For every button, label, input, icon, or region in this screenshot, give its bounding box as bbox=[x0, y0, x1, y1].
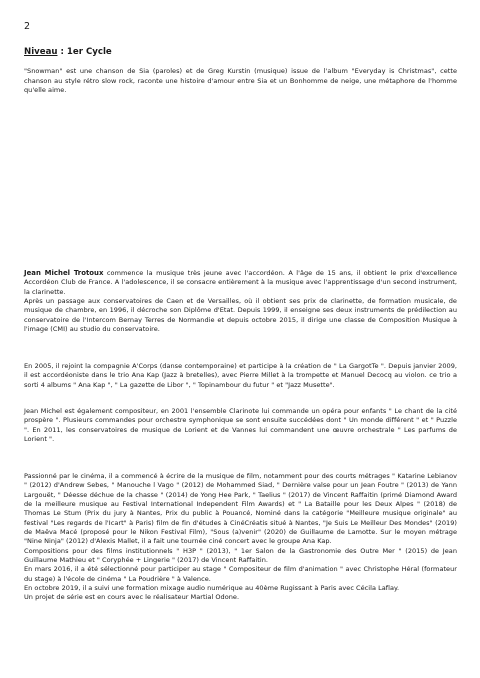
biography-p1-line2: Après un passage aux conservatoires de Caen et de Versailles, où il obtient ses prix de clarinette, de formation musicale, de musique de chambre, en 1996, il décroche son Diplôme d'Etat. Depuis 1999, il enseigne ses deux instruments de prédilection au conservatoire de l'Intercom Bernay Terres de Normandie et depuis octobre 2015, il dirige une classe de Composition Musique à l'image (CMI) au studio du conservatoire. bbox=[24, 297, 457, 334]
biography-p4-films: Passionné par le cinéma, il a commencé à écrire de la musique de film, notamment pour des courts métrages " Katarine Lebianov " (2012) d'Andrew Sebes, " Manouche l Vago " (2012) de Mohammed Siad, " Dernière valse pour un Jean Foutre " (2013) de Yann Largouët, " Déesse déchue de la chasse " (2014) de Yong Hee Park, " Taelius " (2017) de Vincent Raffaitin (primé Diamond Award de la meilleure musique au Festival International Independent Film Awards) et " La Bataille pour les Deux Alpes " (2018) de Thomas Le Stum (Prix du jury à Nantes, Prix du public à Pouancé, Nominé dans la catégorie "Meilleure musique originale" au festival "Les regards de l'Icart" à Paris) film de fin d'études à CinéCréatis situé à Nantes, "Je Suis Le Meilleur Des Mondes" (2019) de Maëva Macé (proposé pour le Nikon Festival Film), "Sous (a)venir" (2020) de Guillaume de Lamotte. Sur le moyen métrage "Nine Ninja" (2012) d'Alexis Mallet, il a fait une tournée ciné concert avec le groupe Ana Kap. bbox=[24, 472, 457, 546]
biography-p4-institutional: Compositions pour des films institutionnels " H3P " (2013), " 1er Salon de la Gastronomie des Outre Mer " (2015) de Jean Guillaume Mathieu et " Coryphée + Lingerie " (2017) de Vincent Raffaitin. bbox=[24, 546, 457, 565]
page-number: 2 bbox=[24, 21, 31, 32]
level-heading bbox=[24, 47, 112, 57]
intro-paragraph: "Snowman" est une chanson de Sia (paroles) et de Greg Kurstin (musique) issue de l'album "Everyday is Christmas", cette chanson au style rétro slow rock, raconte une histoire d'amour entre Sia et un Bonhomme de neige, une métaphore de l'homme qu'elle aime. bbox=[24, 67, 457, 95]
composer-name: Jean Michel Trotoux bbox=[24, 269, 104, 277]
biography-paragraph-2: En 2005, il rejoint la compagnie A'Corps (danse contemporaine) et participe à la création de " La GargotTe ". Depuis janvier 2009, il est accordéoniste dans le trio Ana Kap (Jazz à bretelles), avec Pierre Millet à la trompette et Manuel Decocq au violon. ce trio a sorti 4 albums " Ana Kap ", " La gazette de Libor ", " Topinambour du futur " et "Jazz Musette". bbox=[24, 362, 457, 389]
biography-paragraph-3: Jean Michel est également compositeur, en 2001 l'ensemble Clarinote lui commande un opéra pour enfants " Le chant de la cité prospère ". Plusieurs commandes pour orchestre symphonique se sont ensuite succédées dont " Un monde différent " et " Puzzle ". En 2011, les conservatoires de musique de Lorient et de Vannes lui commandent une œuvre orchestrale " Les parfums de Lorient ". bbox=[24, 407, 457, 444]
level-value: : 1er Cycle bbox=[57, 47, 112, 57]
level-label: Niveau bbox=[24, 47, 58, 57]
biography-p4-project: Un projet de série est en cours avec le réalisateur Martial Odone. bbox=[24, 593, 240, 602]
biography-paragraph-1 bbox=[24, 269, 457, 334]
biography-p4-training: En octobre 2019, il a suivi une formation mixage audio numérique au 40ème Rugissant à Paris avec Cécila Laflay. bbox=[24, 584, 400, 593]
biography-p4-stage: En mars 2016, il a été sélectionné pour participer au stage " Compositeur de film d'animation " avec Christophe Héral (formateur du stage) à l'école de cinéma " La Poudrière " à Valence. bbox=[24, 565, 457, 583]
biography-paragraph-4 bbox=[24, 472, 457, 603]
biography-p1-text: commence la musique très jeune avec l'accordéon. A l'âge de 15 ans, il obtient le prix d'excellence Accordéon Club de France. A l'adolescence, il se consacre entièrement à la musique avec l'apprentissage d'un second instrument, la clarinette. bbox=[24, 269, 457, 296]
